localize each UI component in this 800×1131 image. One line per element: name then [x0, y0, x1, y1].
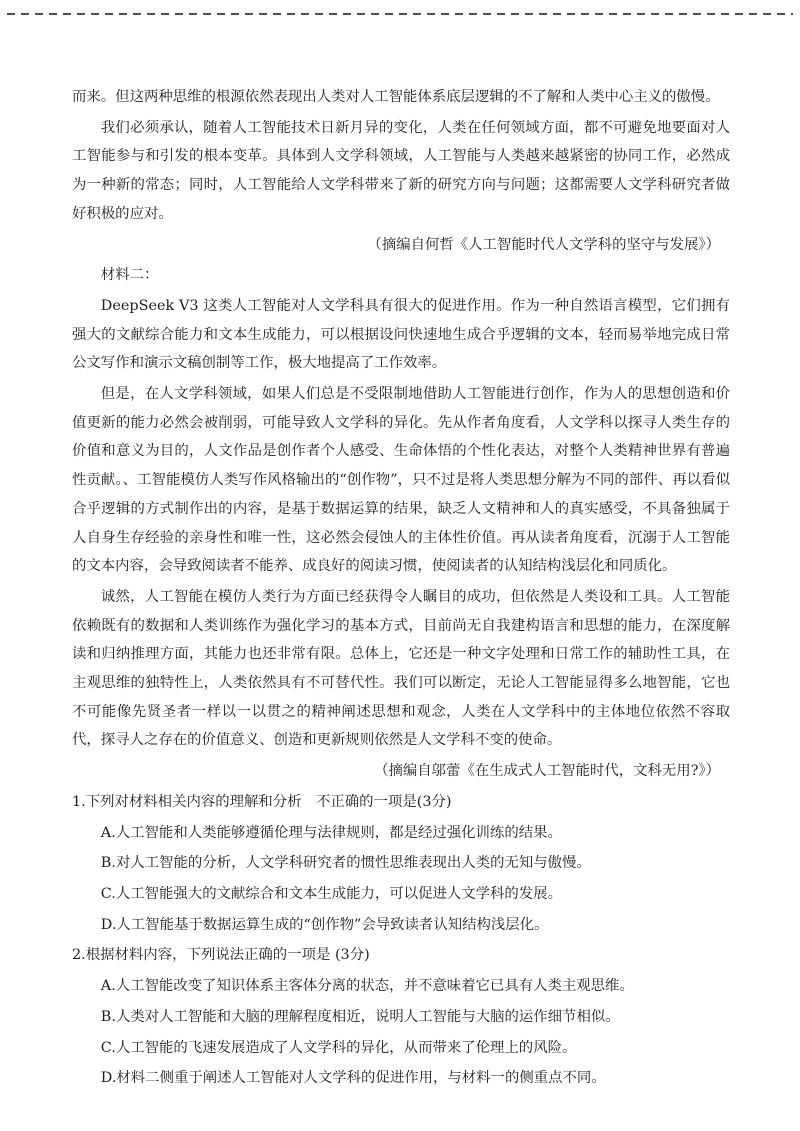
- passage-paragraph: DeepSeek V3 这类人工智能对人文学科具有很大的促进作用。作为一种自然语言模型，它们拥有强大的文献综合能力和文本生成能力，可以根据设问快速地生成合乎逻辑的文本，轻而易举地完成日常公文写作和演示文稿创制等工作，极大地提高了工作效率。: [72, 297, 730, 372]
- passage-paragraph: 诚然，人工智能在模仿人类行为方面已经获得令人瞩目的成功，但依然是人类设和工具。人工智能依赖既有的数据和人类训练作为强化学习的基本方式，目前尚无自我建构语言和思想的能力，在深度解读和归纳推理方面，其能力也还非常有限。总体上，它还是一种文字处理和日常工作的辅助性工具，在主观思维的独特性上，人类依然具有不可替代性。我们可以断定，无论人工智能显得多么地智能，它也不可能像先贤圣者一样以一以贯之的精神阐述思想和观念，人类在人文学科中的主体地位依然不容取代，探寻人之存在的价值意义、创造和更新规则依然是人文学科不变的使命。: [72, 588, 730, 749]
- question-option: B.对人工智能的分析，人文学科研究者的惯性思维表现出人类的无知与傲慢。: [100, 855, 591, 872]
- passage-paragraph: 我们必须承认，随着人工智能技术日新月异的变化，人类在任何领域方面，都不可避免地要面对人工智能参与和引发的根本变革。具体到人文学科领域，人工智能与人类越来越紧密的协同工作，必然成为一种新的常态；同时，人工智能给人文学科带来了新的研究方向与问题；这都需要人文学科研究者做好积极的应对。: [72, 119, 730, 222]
- page-top-dashed-divider: [7, 13, 793, 15]
- passage-paragraph: 但是，在人文学科领域，如果人们总是不受限制地借助人工智能进行创作，作为人的思想创造和价值更新的能力必然会被削弱，可能导致人文学科的异化。先从作者角度看，人文学科以探寻人类生存的价值和意义为目的，人文作品是创作者个人感受、生命体悟的个性化表达，对整个人类精神世界有普遍性贡献。、工智能模仿人类写作风格输出的“创作物”，只不过是将人类思想分解为不同的部件、再以看似合乎逻辑的方式制作出的内容，是基于数据运算的结果，缺乏人文精神和人的真实感受，不具备独属于人自身生存经验的亲身性和唯一性，这必然会侵蚀人的主体性价值。再从读者角度看，沉溺于人工智能的文本内容，会导致阅读者不能养、成良好的阅读习惯，使阅读者的认知结构浅层化和同质化。: [72, 386, 730, 575]
- question-1: [72, 788, 730, 940]
- question-option: D.材料二侧重于阐述人工智能对人文学科的促进作用，与材料一的侧重点不同。: [100, 1070, 606, 1087]
- passage-paragraph: 而来。但这两种思维的根源依然表现出人类对人工智能体系底层逻辑的不了解和人类中心主义的傲慢。: [72, 89, 720, 105]
- question-stem: 2.根据材料内容，下列说法正确的一项是 (3分): [72, 947, 370, 964]
- passage-content: [72, 83, 730, 1095]
- source-attribution: （摘编自邬蕾《在生成式人工智能时代，文科无用?》）: [374, 763, 720, 780]
- source-attribution: （摘编自何哲《人工智能时代人文学科的坚守与发展》）: [367, 236, 720, 253]
- material-2-heading: 材料二：: [100, 267, 159, 284]
- question-option: B.人类对人工智能和大脑的理解程度相近，说明人工智能与大脑的运作细节相似。: [100, 1008, 620, 1025]
- question-option: C.人工智能的飞速发展造成了人文学科的异化，从而带来了伦理上的风险。: [100, 1039, 577, 1056]
- question-option: D.人工智能基于数据运算生成的“创作物”会导致读者认知结构浅层化。: [100, 916, 549, 933]
- question-option: C.人工智能强大的文献综合和文本生成能力，可以促进人文学科的发展。: [100, 885, 562, 902]
- question-option: A.人工智能和人类能够遵循伦理与法律规则，都是经过强化训练的结果。: [100, 824, 562, 841]
- question-option: A.人工智能改变了知识体系主客体分离的状态，并不意味着它已具有人类主观思维。: [100, 978, 634, 995]
- question-2: [72, 941, 730, 1093]
- question-stem: 1.下列对材料相关内容的理解和分析 不正确的一项是(3分): [72, 793, 452, 810]
